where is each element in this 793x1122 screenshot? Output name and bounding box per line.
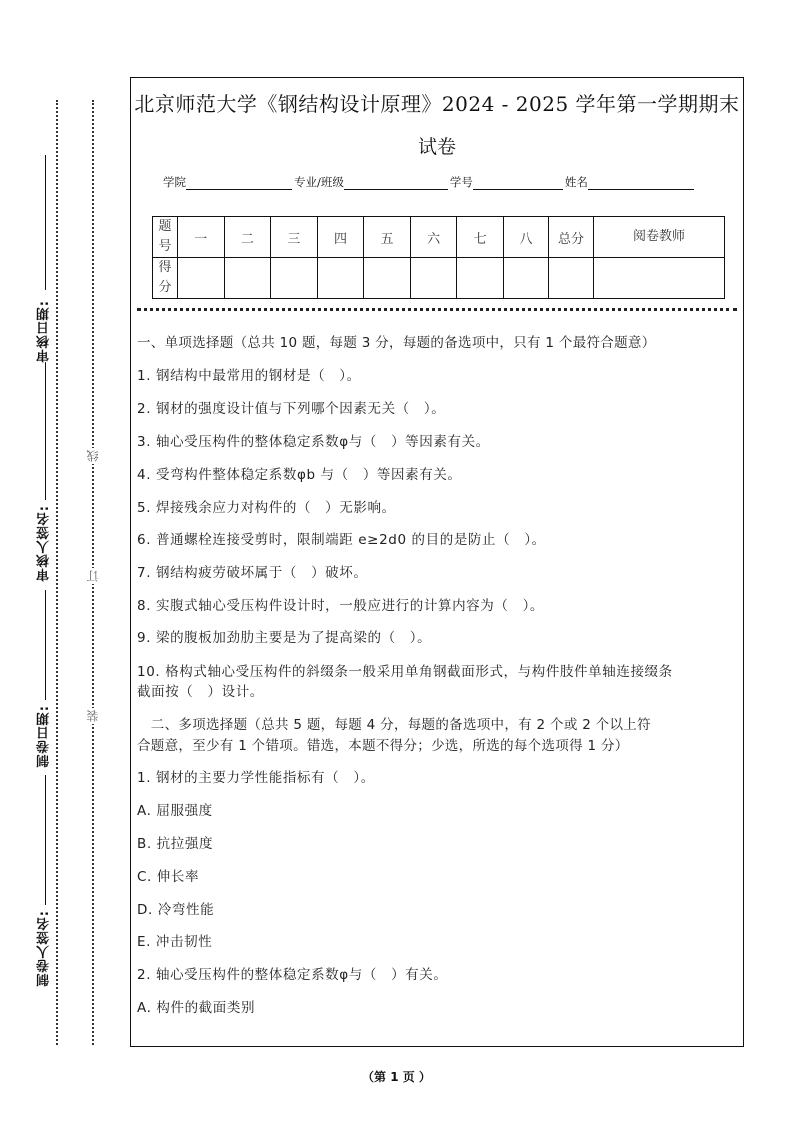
column-header-grader: 阅卷教师	[594, 217, 725, 258]
mc-question-1: 1. 钢材的主要力学性能指标有（ ）。	[137, 770, 375, 786]
column-header-total: 总分	[549, 217, 594, 258]
binding-char-bind: 装	[86, 710, 100, 722]
exam-date-label: 制卷日期:	[37, 705, 52, 768]
score-cell-5[interactable]	[364, 258, 411, 299]
sc-question-5: 5. 焊接残余应力对构件的（ ）无影响。	[137, 500, 396, 516]
exam-title-suffix: 试卷	[417, 136, 456, 158]
column-header-4: 四	[317, 217, 364, 258]
mc-question-1-option-a: A. 屈服强度	[137, 803, 213, 819]
sc-question-3: 3. 轴心受压构件的整体稳定系数φ与（ ）等因素有关。	[137, 434, 490, 450]
sc-question-2: 2. 钢材的强度设计值与下列哪个因素无关（ ）。	[137, 401, 446, 417]
sc-question-7: 7. 钢结构疲劳破坏属于（ ）破坏。	[137, 565, 368, 581]
mc-question-1-option-d: D. 冷弯性能	[137, 902, 215, 918]
reviewer-signature-label: 审核人签名:	[37, 505, 52, 582]
student-id-input[interactable]	[473, 177, 563, 190]
mc-question-2: 2. 轴心受压构件的整体稳定系数φ与（ ）有关。	[137, 967, 448, 983]
section-1-heading: 一、单项选择题（总共 10 题，每题 3 分，每题的备选项中，只有 1 个最符合题意）	[137, 335, 656, 351]
sc-question-6: 6. 普通螺栓连接受剪时，限制端距 e≥2d0 的目的是防止（ ）。	[137, 532, 546, 548]
question-number-header: 题号	[153, 217, 178, 258]
sc-question-1: 1. 钢结构中最常用的钢材是（ ）。	[137, 368, 361, 384]
student-id-label: 学号	[449, 175, 473, 189]
section-2-heading: 二、多项选择题（总共 5 题，每题 4 分，每题的备选项中，有 2 个或 2 个以上符	[137, 717, 651, 733]
column-header-7: 七	[457, 217, 504, 258]
sc-question-8: 8. 实腹式轴心受压构件设计时，一般应进行的计算内容为（ ）。	[137, 598, 545, 614]
column-header-5: 五	[364, 217, 411, 258]
section-2-heading-cont: 合题意，至少有 1 个错项。错选，本题不得分；少选，所选的每个选项得 1 分）	[137, 738, 629, 754]
binding-char-line: 线	[86, 450, 100, 462]
score-table-score-row	[153, 258, 725, 299]
sc-question-4: 4. 受弯构件整体稳定系数φb 与（ ）等因素有关。	[137, 467, 462, 483]
page-number: （第 1 页 ）	[362, 1070, 431, 1084]
mc-question-2-option-a: A. 构件的截面类别	[137, 1000, 256, 1016]
sc-question-9: 9. 梁的腹板加劲肋主要是为了提高梁的（ ）。	[137, 630, 432, 646]
score-table	[152, 216, 725, 299]
column-header-2: 二	[224, 217, 271, 258]
sc-question-10: 10. 格构式轴心受压构件的斜缀条一般采用单角钢截面形式，与构件肢件单轴连接缀条	[137, 664, 673, 680]
exam-maker-signature-label: 制卷人签名:	[37, 910, 52, 987]
score-row-header: 得分	[153, 258, 178, 299]
name-input[interactable]	[588, 177, 694, 190]
major-class-input[interactable]	[344, 177, 448, 190]
signature-line-exam-maker	[45, 775, 46, 905]
signature-line-review-date	[45, 155, 46, 290]
column-header-6: 六	[410, 217, 457, 258]
score-cell-grader[interactable]	[594, 258, 725, 299]
mc-question-1-option-c: C. 伸长率	[137, 869, 200, 885]
college-input[interactable]	[186, 177, 292, 190]
signature-line-reviewer	[45, 360, 46, 500]
header-dotted-separator	[137, 308, 737, 311]
sc-question-10-cont: 截面按（ ）设计。	[137, 684, 264, 700]
score-cell-3[interactable]	[271, 258, 318, 299]
binding-dotted-line-inner	[56, 100, 58, 1045]
binding-char-staple: 订	[86, 570, 100, 582]
score-cell-8[interactable]	[504, 258, 549, 299]
signature-line-exam-date	[45, 590, 46, 700]
score-cell-1[interactable]	[178, 258, 225, 299]
score-cell-6[interactable]	[410, 258, 457, 299]
score-cell-2[interactable]	[224, 258, 271, 299]
exam-title: 北京师范大学《钢结构设计原理》2024 - 2025 学年第一学期期末	[134, 92, 740, 116]
student-info-fields	[163, 174, 696, 190]
college-label: 学院	[163, 175, 186, 189]
score-cell-7[interactable]	[457, 258, 504, 299]
column-header-8: 八	[504, 217, 549, 258]
score-cell-4[interactable]	[317, 258, 364, 299]
review-date-label: 审核日期:	[37, 300, 52, 363]
column-header-1: 一	[178, 217, 225, 258]
major-class-label: 专业/班级	[294, 175, 344, 189]
column-header-3: 三	[271, 217, 318, 258]
score-cell-total[interactable]	[549, 258, 594, 299]
mc-question-1-option-b: B. 抗拉强度	[137, 836, 214, 852]
exam-paper	[130, 77, 744, 1047]
name-label: 姓名	[564, 175, 588, 189]
mc-question-1-option-e: E. 冲击韧性	[137, 934, 213, 950]
score-table-header-row	[153, 217, 725, 258]
